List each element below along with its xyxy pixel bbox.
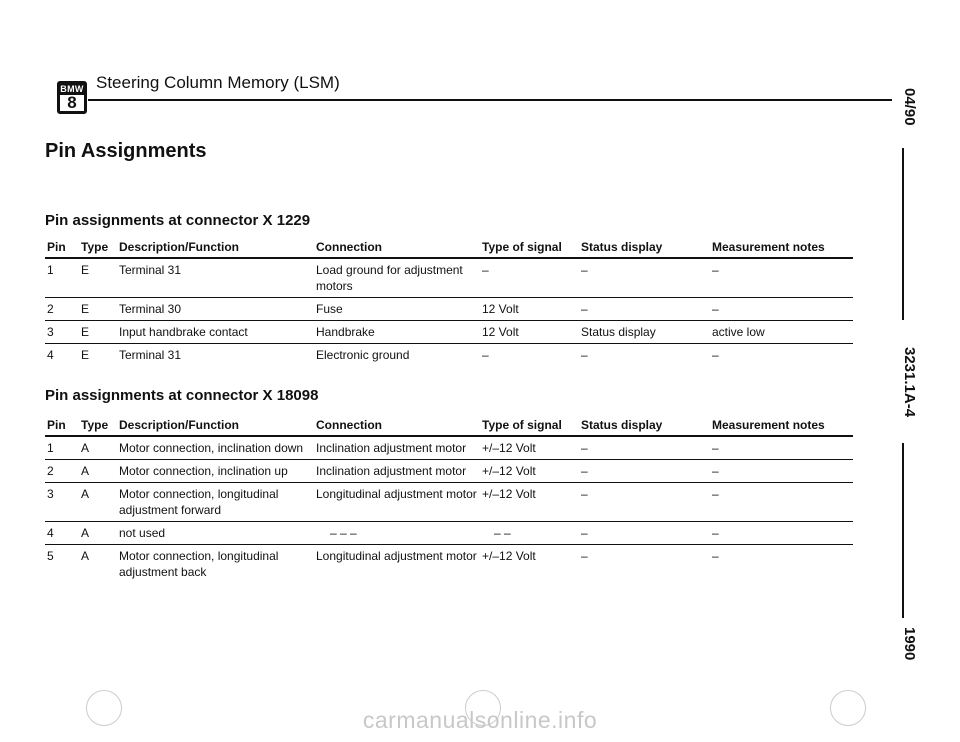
table-row [45,545,853,584]
col-header-notes: Measurement notes [712,418,825,432]
document-title: Steering Column Memory (LSM) [96,73,340,92]
cell-type: A [81,549,90,563]
cell-type: E [81,325,90,339]
cell-notes: – [712,348,719,362]
cell-signal: – [482,263,489,277]
cell-type: A [81,441,90,455]
cell-pin: 4 [47,348,54,362]
cell-connection: Electronic ground [316,348,410,362]
cell-notes: – [712,263,719,277]
margin-rule-bottom [902,443,904,618]
cell-status: – [581,549,588,563]
cell-status: – [581,302,588,316]
cell-notes: – [712,441,719,455]
cell-signal: +/–12 Volt [482,549,536,563]
cell-description: Terminal 31 [119,263,182,277]
col-header-signal: Type of signal [482,240,562,254]
cell-notes: – [712,487,719,501]
col-header-status: Status display [581,418,663,432]
cell-signal: +/–12 Volt [482,464,536,478]
cell-notes: – [712,549,719,563]
cell-description: Motor connection, inclination up [119,464,288,478]
bmw-8-logo [57,81,87,114]
cell-notes: – [712,526,719,540]
table-row [45,436,853,460]
cell-signal: 12 Volt [482,302,519,316]
col-header-status: Status display [581,240,663,254]
col-header-type: Type [81,240,109,254]
cell-description: Terminal 31 [119,348,182,362]
cell-type: E [81,302,90,316]
cell-pin: 2 [47,464,54,478]
col-header-signal: Type of signal [482,418,562,432]
col-header-notes: Measurement notes [712,240,825,254]
connector-x1229-table [45,240,853,366]
page-title: Pin Assignments [45,140,207,162]
cell-notes: – [712,302,719,316]
cell-type: A [81,487,90,501]
connector-x18098-table [45,418,853,583]
cell-description: Terminal 30 [119,302,182,316]
cell-status: – [581,487,588,501]
cell-connection: Longitudinal adjustment motor [316,487,477,501]
cell-status: Status display [581,325,656,339]
cell-type: A [81,526,90,540]
cell-status: – [581,526,588,540]
margin-date: 04/90 [901,88,918,126]
logo-brand: BMW [60,84,84,94]
cell-pin: 3 [47,487,54,501]
cell-signal: 12 Volt [482,325,519,339]
table-row [45,344,853,367]
table-row [45,460,853,483]
cell-connection: Longitudinal adjustment motor [316,549,477,563]
cell-description: not used [119,526,166,540]
cell-connection: Load ground for adjustment motors [316,263,463,293]
cell-pin: 5 [47,549,54,563]
cell-notes: active low [712,325,765,339]
header-rule [88,99,892,101]
watermark: carmanualsonline.info [362,707,598,733]
table2-title: Pin assignments at connector X 18098 [45,387,319,404]
cell-connection: Fuse [316,302,343,316]
cell-signal: – – [494,526,511,540]
cell-description: Input handbrake contact [119,325,248,339]
col-header-connection: Connection [316,240,382,254]
cell-pin: 3 [47,325,54,339]
cell-status: – [581,348,588,362]
cell-notes: – [712,464,719,478]
cell-connection: Inclination adjustment motor [316,464,467,478]
cell-connection: Inclination adjustment motor [316,441,467,455]
margin-code: 3231.1A-4 [901,347,918,418]
cell-description: Motor connection, inclination down [119,441,304,455]
table-row [45,522,853,545]
cell-pin: 1 [47,441,54,455]
cell-description: Motor connection, longitudinal adjustment back [119,549,279,579]
col-header-pin: Pin [47,240,66,254]
cell-type: E [81,348,90,362]
table-header-row [45,418,853,436]
table-row [45,298,853,321]
cell-pin: 4 [47,526,54,540]
cell-status: – [581,441,588,455]
cell-connection: – – – [330,526,357,540]
cell-status: – [581,464,588,478]
cell-signal: +/–12 Volt [482,441,536,455]
cell-signal: +/–12 Volt [482,487,536,501]
cell-pin: 1 [47,263,54,277]
cell-pin: 2 [47,302,54,316]
cell-status: – [581,263,588,277]
col-header-description: Description/Function [119,418,239,432]
col-header-pin: Pin [47,418,66,432]
logo-model: 8 [67,93,77,112]
cell-type: A [81,464,90,478]
table-row [45,258,853,298]
margin-year: 1990 [901,627,918,661]
table-row [45,321,853,344]
col-header-type: Type [81,418,109,432]
cell-type: E [81,263,90,277]
col-header-connection: Connection [316,418,382,432]
table-header-row [45,240,853,258]
col-header-description: Description/Function [119,240,239,254]
table1-title: Pin assignments at connector X 1229 [45,212,311,229]
margin-rule-top [902,148,904,320]
cell-connection: Handbrake [316,325,375,339]
table-row [45,483,853,522]
cell-description: Motor connection, longitudinal adjustment forward [119,487,279,517]
cell-signal: – [482,348,489,362]
